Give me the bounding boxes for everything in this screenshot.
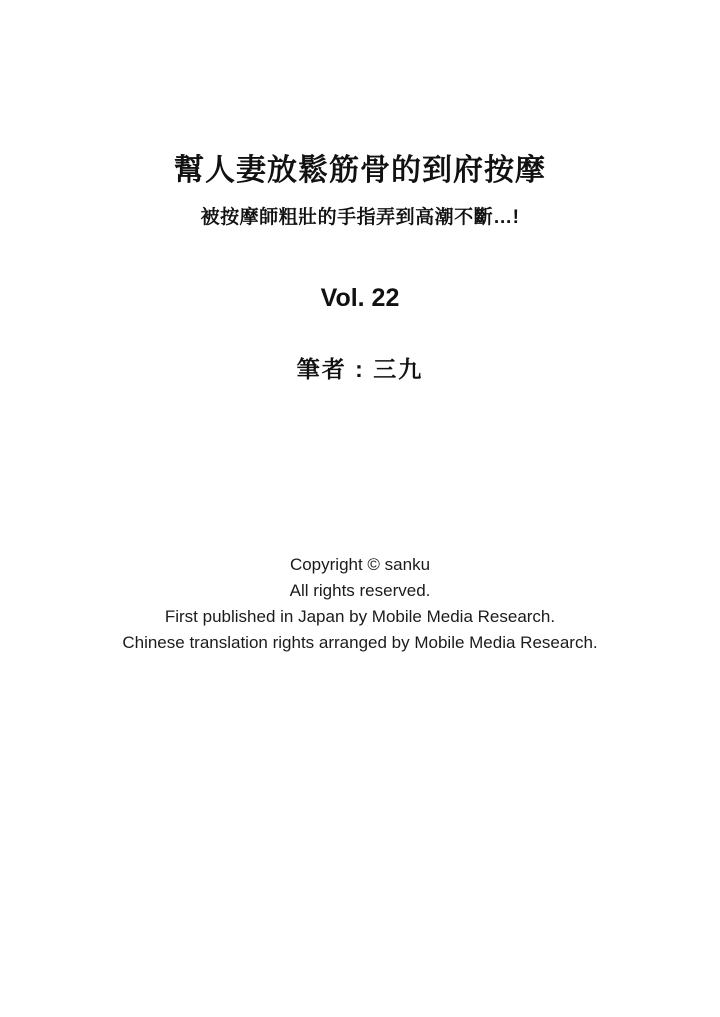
author-label: 筆者 : 三九: [296, 356, 424, 383]
copyright-line: First published in Japan by Mobile Media Research.: [164, 607, 556, 627]
copyright-line: All rights reserved.: [289, 581, 431, 601]
copyright-block: [0, 552, 720, 656]
copyright-line: Chinese translation rights arranged by Mobile Media Research.: [122, 633, 598, 653]
copyright-line: Copyright © sanku: [289, 555, 431, 575]
page-subtitle: 被按摩師粗壯的手指弄到高潮不斷…!: [200, 206, 520, 228]
page-title: 幫人妻放鬆筋骨的到府按摩: [174, 154, 546, 187]
title-block: [0, 152, 720, 230]
volume-label: Vol. 22: [320, 284, 400, 313]
